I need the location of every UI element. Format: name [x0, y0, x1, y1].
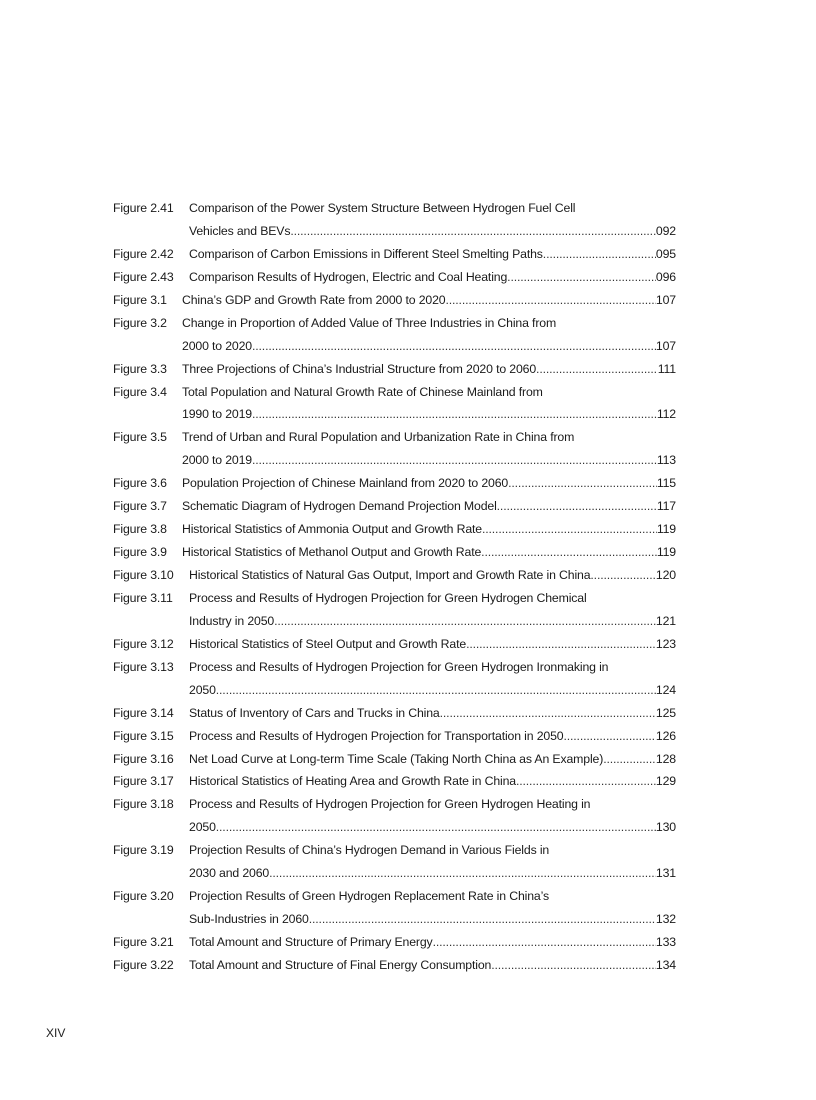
figure-title: 1990 to 2019	[182, 407, 252, 422]
figure-title: Change in Proportion of Added Value of Three Industries in China from	[182, 315, 557, 330]
page-ref[interactable]: 131	[655, 866, 676, 881]
figure-title: Historical Statistics of Steel Output and Growth Rate	[189, 636, 467, 651]
page-ref[interactable]: 115	[656, 476, 676, 491]
figure-label	[113, 403, 182, 426]
figure-label: Figure 3.18	[113, 797, 174, 812]
toc-entry[interactable]	[113, 931, 676, 954]
figure-label	[113, 610, 189, 633]
figure-title: Process and Results of Hydrogen Projection for Green Hydrogen Chemical	[189, 590, 587, 605]
figure-title: Population Projection of Chinese Mainland from 2020 to 2060	[182, 476, 509, 491]
figure-title: 2000 to 2019	[182, 453, 252, 468]
figure-title: 2050	[189, 820, 216, 835]
figure-title: Process and Results of Hydrogen Projection for Green Hydrogen Heating in	[189, 797, 591, 812]
dot-leader	[590, 564, 656, 587]
dot-leader	[507, 266, 656, 289]
figure-label: Figure 3.14	[113, 705, 174, 720]
toc-entry[interactable]	[113, 266, 676, 289]
figure-label: Figure 3.13	[113, 659, 174, 674]
figure-label	[113, 908, 189, 931]
dot-leader	[252, 449, 657, 472]
dot-leader	[252, 335, 656, 358]
figure-title: Status of Inventory of Cars and Trucks in China	[189, 705, 440, 720]
page-ref[interactable]: 112	[656, 407, 676, 422]
toc-entry[interactable]	[113, 885, 676, 931]
toc-entry[interactable]	[113, 243, 676, 266]
dot-leader	[252, 403, 657, 426]
figure-title: Vehicles and BEVs	[189, 223, 291, 238]
figure-title: Historical Statistics of Methanol Output and Growth Rate	[182, 545, 482, 560]
page-ref[interactable]: 119	[656, 522, 676, 537]
page-ref[interactable]: 113	[656, 453, 676, 468]
page-ref[interactable]: 133	[655, 935, 676, 949]
figure-label	[113, 862, 189, 885]
figure-label: Figure 3.21	[113, 935, 174, 949]
toc-entry[interactable]	[113, 358, 676, 381]
figure-label: Figure 3.12	[113, 636, 174, 651]
figure-title: Process and Results of Hydrogen Projection for Transportation in 2050	[189, 728, 564, 743]
page-ref[interactable]: 124	[655, 682, 676, 697]
figure-title: 2050	[189, 682, 216, 697]
page-number-folio: XIV	[46, 1026, 66, 1040]
toc-entry[interactable]	[113, 587, 676, 633]
page-ref[interactable]: 130	[655, 820, 676, 835]
dot-leader	[516, 770, 656, 793]
figure-title: Historical Statistics of Natural Gas Output, Import and Growth Rate in China	[189, 568, 591, 582]
page-ref[interactable]: 134	[655, 957, 676, 972]
toc-entry[interactable]	[113, 793, 676, 839]
toc-entry[interactable]	[113, 541, 676, 564]
figure-title: Three Projections of China’s Industrial Structure from 2020 to 2060	[182, 361, 537, 376]
figure-label: Figure 3.4	[113, 384, 167, 399]
figure-title: Trend of Urban and Rural Population and Urbanization Rate in China from	[182, 430, 575, 445]
dot-leader	[440, 702, 656, 725]
page-ref[interactable]: 121	[655, 613, 676, 628]
toc-entry[interactable]	[113, 495, 676, 518]
list-of-figures	[113, 197, 676, 977]
figure-label: Figure 3.9	[113, 545, 167, 560]
page-ref[interactable]: 107	[655, 292, 676, 307]
dot-leader	[274, 610, 656, 633]
toc-entry[interactable]	[113, 289, 676, 312]
dot-leader	[543, 243, 656, 266]
toc-entry[interactable]	[113, 564, 676, 587]
page-ref[interactable]: 123	[655, 636, 676, 651]
page-ref[interactable]: 095	[655, 246, 676, 261]
toc-entry[interactable]	[113, 518, 676, 541]
toc-entry[interactable]	[113, 725, 676, 748]
page-ref[interactable]: 117	[656, 499, 676, 514]
page-ref[interactable]: 092	[655, 223, 676, 238]
page-ref[interactable]: 128	[655, 751, 676, 766]
dot-leader	[445, 289, 655, 312]
page-ref[interactable]: 120	[655, 568, 676, 582]
figure-title: Comparison Results of Hydrogen, Electric and Coal Heating	[189, 269, 508, 284]
dot-leader	[508, 472, 657, 495]
toc-entry[interactable]	[113, 197, 676, 243]
figure-label: Figure 3.8	[113, 522, 167, 537]
figure-title: Historical Statistics of Heating Area and Growth Rate in China	[189, 774, 516, 789]
figure-label: Figure 3.10	[113, 568, 174, 582]
figure-title: Total Amount and Structure of Final Energy Consumption	[189, 957, 492, 972]
toc-entry[interactable]	[113, 312, 676, 358]
figure-label	[113, 220, 189, 243]
toc-entry[interactable]	[113, 656, 676, 702]
page-ref[interactable]: 126	[655, 728, 676, 743]
figure-label	[113, 449, 182, 472]
figure-title: Schematic Diagram of Hydrogen Demand Projection Model	[182, 499, 497, 514]
toc-entry[interactable]	[113, 954, 676, 977]
figure-label: Figure 3.5	[113, 430, 167, 445]
figure-title: Comparison of the Power System Structure Between Hydrogen Fuel Cell	[189, 201, 576, 215]
figure-title: Projection Results of Green Hydrogen Replacement Rate in China’s	[189, 889, 549, 904]
dot-leader	[269, 862, 656, 885]
figure-title: Sub-Industries in 2060	[189, 912, 309, 927]
figure-label: Figure 3.6	[113, 476, 167, 491]
dot-leader	[290, 220, 656, 243]
figure-title: Comparison of Carbon Emissions in Different Steel Smelting Paths	[189, 246, 543, 261]
figure-label: Figure 2.41	[113, 201, 174, 215]
dot-leader	[481, 541, 657, 564]
dot-leader	[536, 358, 658, 381]
figure-label: Figure 3.3	[113, 361, 167, 376]
toc-entry[interactable]	[113, 702, 676, 725]
figure-label: Figure 3.7	[113, 499, 167, 514]
page-ref[interactable]: 107	[655, 338, 676, 353]
figure-title: Industry in 2050	[189, 613, 275, 628]
figure-label	[113, 335, 182, 358]
page-ref[interactable]: 125	[655, 705, 676, 720]
figure-label: Figure 2.42	[113, 246, 174, 261]
figure-title: Net Load Curve at Long-term Time Scale (Taking North China as An Example)	[189, 751, 604, 766]
dot-leader	[466, 633, 656, 656]
figure-label	[113, 816, 189, 839]
figure-label: Figure 3.2	[113, 315, 167, 330]
dot-leader	[491, 954, 656, 977]
figure-label: Figure 3.11	[113, 590, 173, 605]
dot-leader	[497, 495, 657, 518]
figure-label: Figure 3.20	[113, 889, 174, 904]
figure-label	[113, 679, 189, 702]
toc-entry[interactable]	[113, 472, 676, 495]
dot-leader	[603, 748, 656, 771]
figure-label: Figure 3.19	[113, 843, 174, 858]
toc-entry[interactable]	[113, 381, 676, 427]
figure-label: Figure 2.43	[113, 269, 174, 284]
page-ref[interactable]: 129	[655, 774, 676, 789]
dot-leader	[216, 679, 656, 702]
figure-label: Figure 3.1	[113, 292, 167, 307]
toc-entry[interactable]	[113, 770, 676, 793]
figure-title: 2030 and 2060	[189, 866, 270, 881]
page-ref[interactable]: 119	[656, 545, 676, 560]
page-ref[interactable]: 096	[655, 269, 676, 284]
figure-title: 2000 to 2020	[182, 338, 252, 353]
figure-label: Figure 3.15	[113, 728, 174, 743]
figure-label: Figure 3.22	[113, 957, 174, 972]
toc-entry[interactable]	[113, 426, 676, 472]
dot-leader	[482, 518, 657, 541]
figure-title: Total Amount and Structure of Primary Energy	[189, 935, 433, 949]
dot-leader	[433, 931, 656, 954]
page-ref[interactable]: 111	[657, 361, 676, 376]
dot-leader	[216, 816, 656, 839]
toc-entry[interactable]	[113, 839, 676, 885]
figure-title: Process and Results of Hydrogen Projection for Green Hydrogen Ironmaking in	[189, 659, 609, 674]
figure-title: Projection Results of China’s Hydrogen Demand in Various Fields in	[189, 843, 550, 858]
figure-title: China’s GDP and Growth Rate from 2000 to 2020	[182, 292, 446, 307]
figure-title: Historical Statistics of Ammonia Output and Growth Rate	[182, 522, 482, 537]
dot-leader	[309, 908, 656, 931]
dot-leader	[563, 725, 655, 748]
page-ref[interactable]: 132	[655, 912, 676, 927]
figure-title: Total Population and Natural Growth Rate of Chinese Mainland from	[182, 384, 543, 399]
figure-label: Figure 3.17	[113, 774, 174, 789]
figure-label: Figure 3.16	[113, 751, 174, 766]
toc-entry[interactable]	[113, 748, 676, 771]
toc-entry[interactable]	[113, 633, 676, 656]
